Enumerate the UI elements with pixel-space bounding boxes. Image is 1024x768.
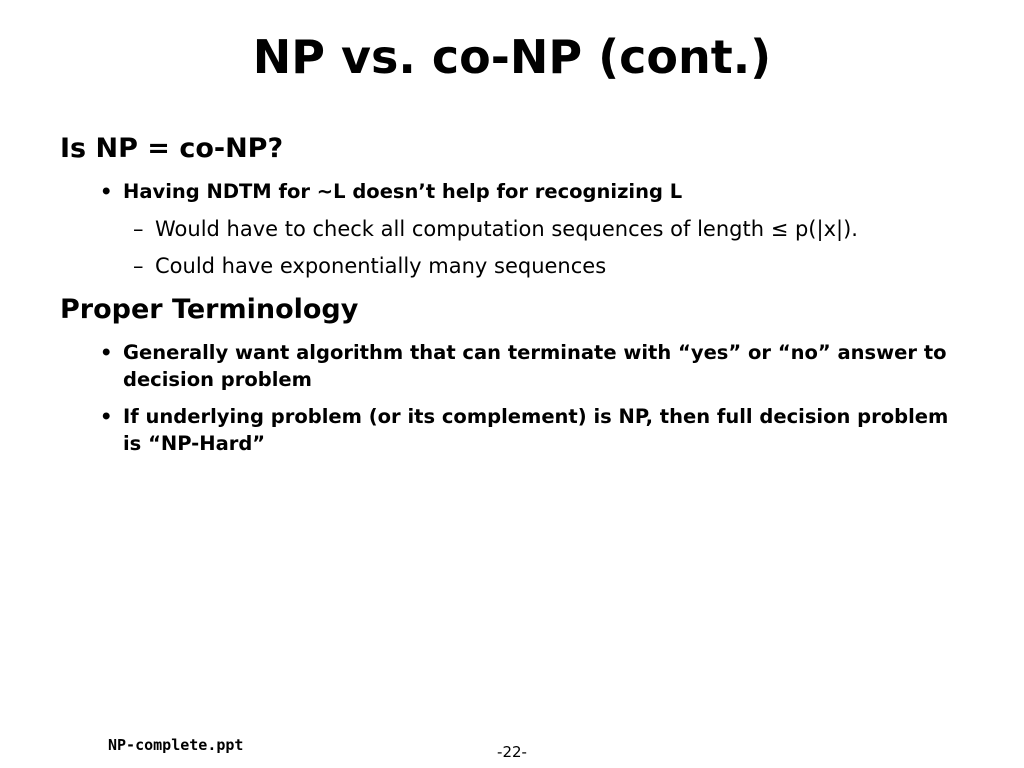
bullet-marker: • bbox=[100, 180, 113, 203]
subbullet-text: Could have exponentially many sequences bbox=[155, 254, 607, 278]
subbullet-exponential-sequences bbox=[133, 252, 606, 280]
bullet-ndtm bbox=[100, 178, 960, 205]
subbullet-check-sequences bbox=[133, 215, 858, 243]
bullet-text: If underlying problem (or its complement) is NP, then full decision problem is “NP-Hard” bbox=[123, 405, 949, 455]
bullet-marker: • bbox=[100, 341, 113, 364]
bullet-np-hard bbox=[100, 403, 960, 457]
bullet-text: Having NDTM for ~L doesn’t help for recognizing L bbox=[123, 180, 683, 203]
bullet-text: Generally want algorithm that can terminate with “yes” or “no” answer to decision problem bbox=[123, 341, 947, 391]
footer-filename: NP-complete.ppt bbox=[108, 736, 244, 754]
section-heading-proper-terminology: Proper Terminology bbox=[60, 294, 359, 325]
footer-page-number: -22- bbox=[497, 743, 527, 761]
bullet-yes-no-answer bbox=[100, 339, 960, 393]
subbullet-text: Would have to check all computation sequences of length ≤ p(|x|). bbox=[155, 217, 858, 241]
bullet-marker: • bbox=[100, 405, 113, 428]
dash-marker: – bbox=[133, 217, 144, 241]
dash-marker: – bbox=[133, 254, 144, 278]
section-heading-np-equals-conp: Is NP = co-NP? bbox=[60, 133, 284, 164]
slide-title: NP vs. co-NP (cont.) bbox=[252, 30, 772, 84]
